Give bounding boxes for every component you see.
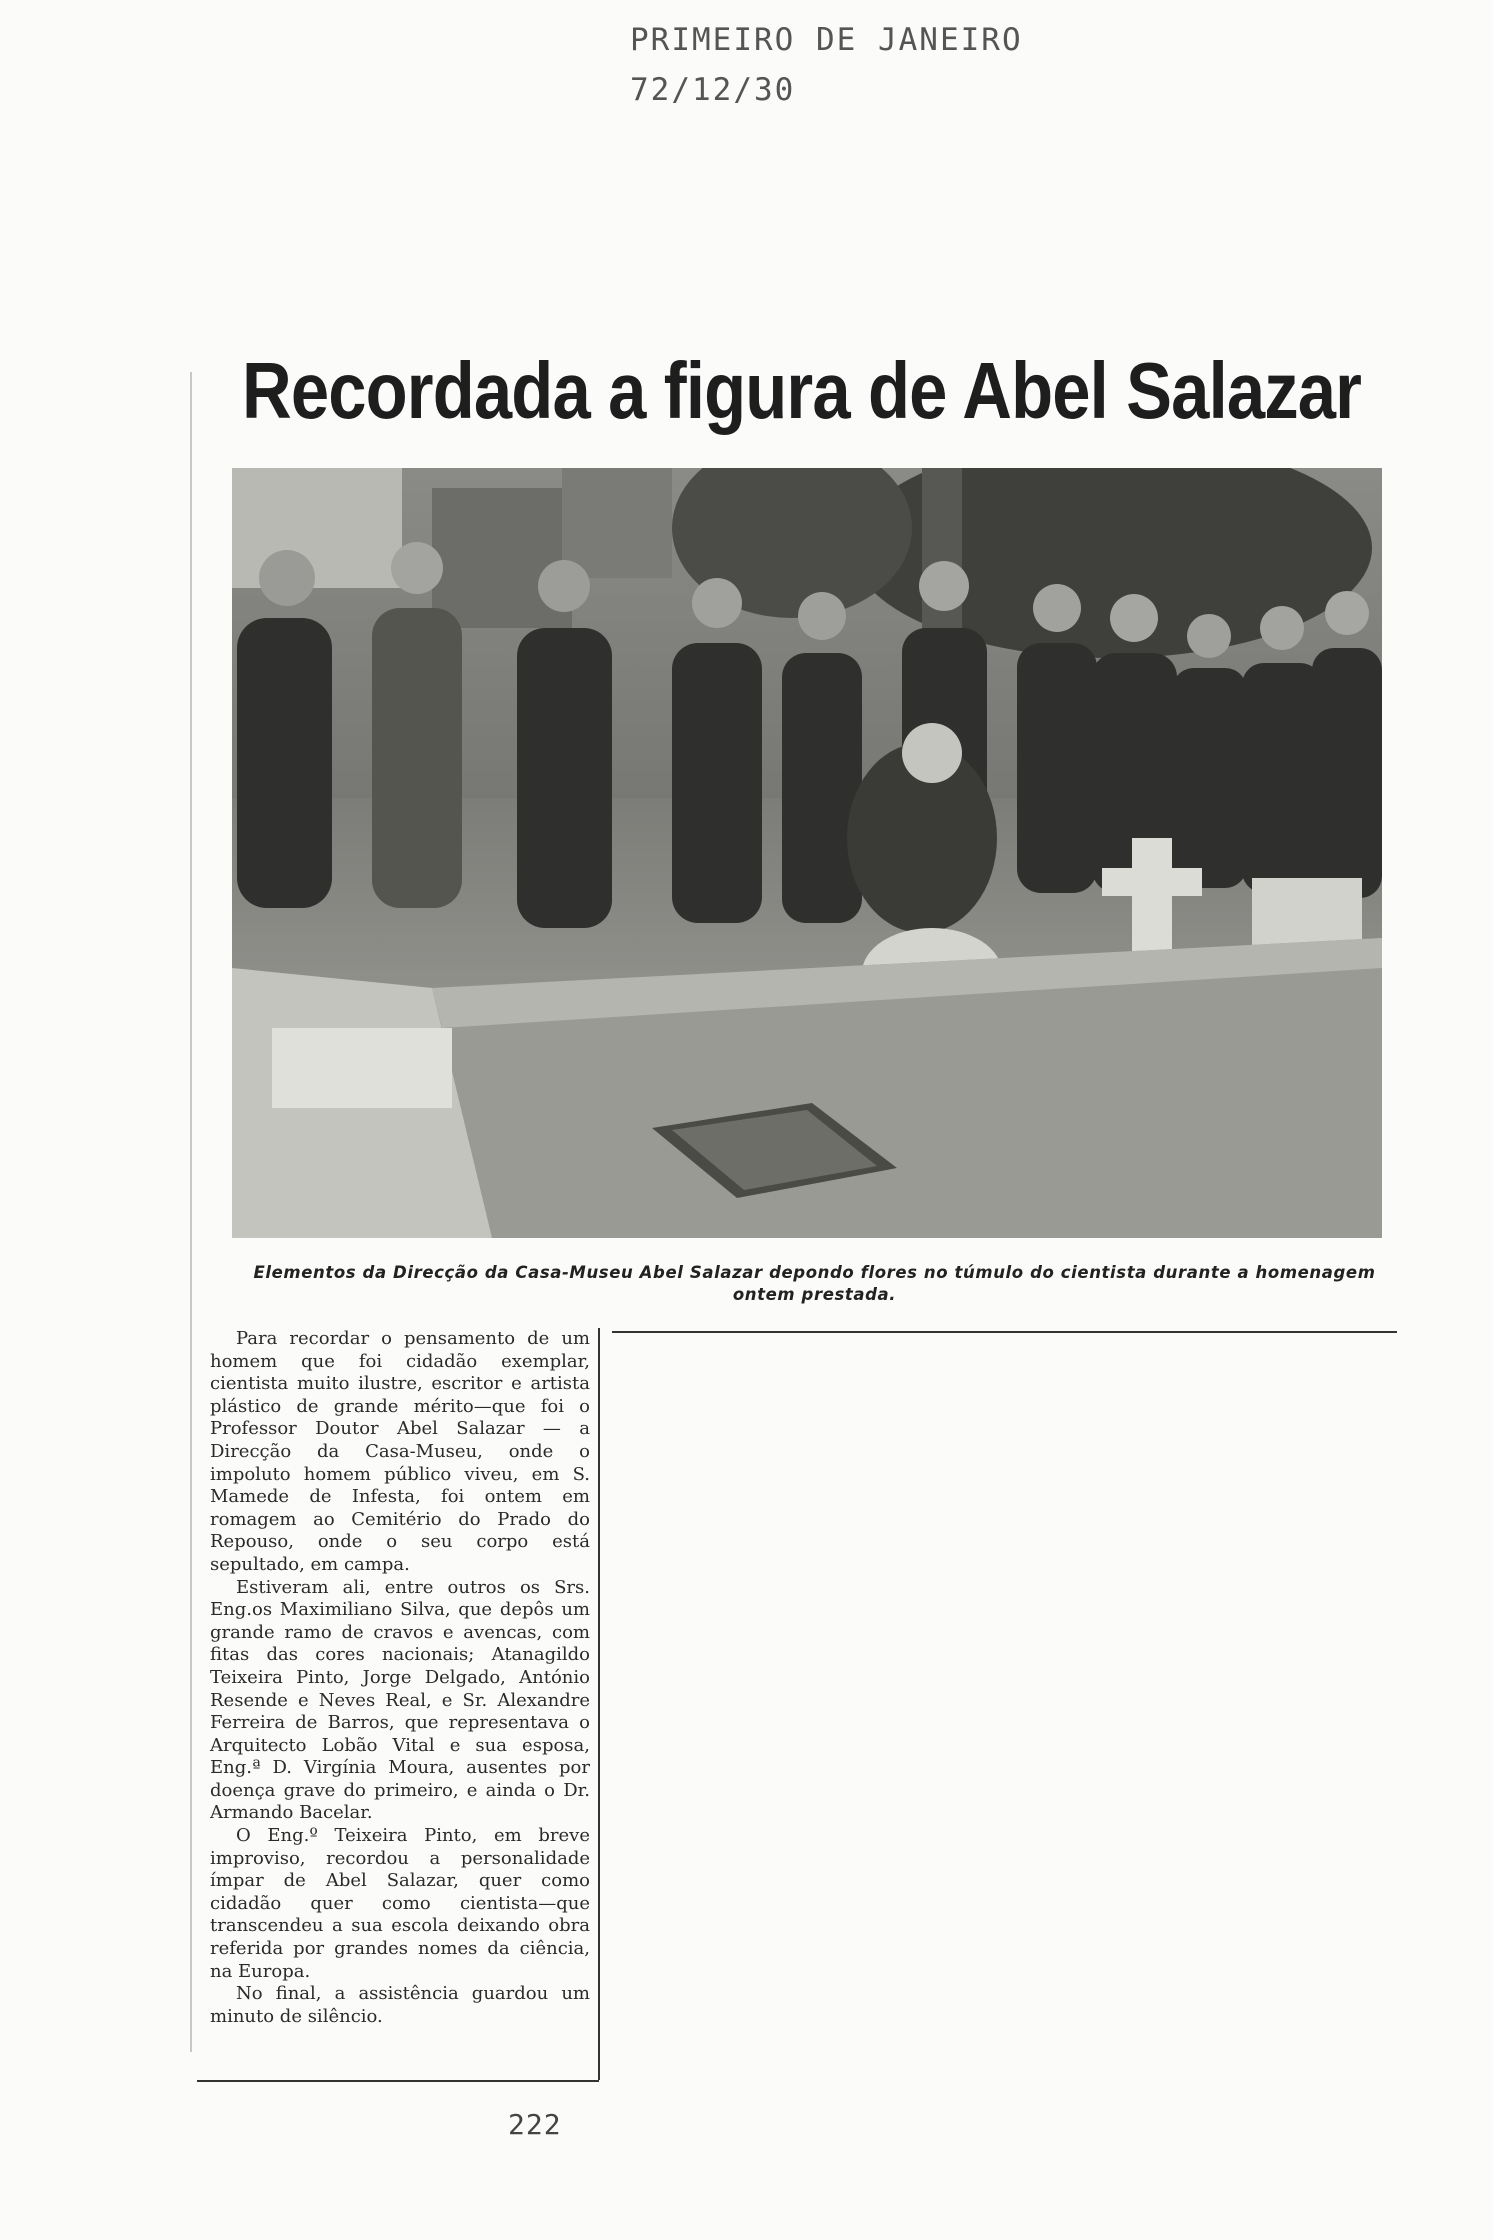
clipping-edge bbox=[190, 372, 192, 2052]
date-stamp: 72/12/30 bbox=[630, 72, 796, 108]
body-paragraph: No final, a assistência guardou um minuto de silêncio. bbox=[210, 1983, 590, 2027]
headline: Recordada a figura de Abel Salazar bbox=[242, 346, 1362, 435]
news-photograph bbox=[232, 468, 1382, 1238]
caption-line: Elementos da Direcção da Casa-Museu Abel Salazar depondo flores no túmulo do cientista durante a homenagem bbox=[253, 1263, 1376, 1282]
bottom-rule bbox=[197, 2080, 599, 2082]
caption-line: ontem prestada. bbox=[732, 1285, 897, 1304]
body-paragraph: O Eng.º Teixeira Pinto, em breve improviso, recordou a personalidade ímpar de Abel Salazar, quer como cidadão quer como cientista—que transcendeu a sua escola deixando obra referida por grandes nomes da ciência, na Europa. bbox=[210, 1825, 590, 1982]
article-body bbox=[210, 1328, 590, 2028]
page-number: 222 bbox=[508, 2108, 562, 2141]
source-stamp: PRIMEIRO DE JANEIRO bbox=[630, 22, 1023, 58]
body-paragraph: Para recordar o pensamento de um homem que foi cidadão exemplar, cientista muito ilustre, escritor e artista plástico de grande mérito—que foi o Professor Doutor Abel Salazar — a Direcção da Casa-Museu, onde o impoluto homem público viveu, em S. Mamede de Infesta, foi ontem em romagem ao Cemitério do Prado do Repouso, onde o seu corpo está sepultado, em campa. bbox=[210, 1328, 590, 1575]
body-paragraph: Estiveram ali, entre outros os Srs. Eng.os Maximiliano Silva, que depôs um grande ramo de cravos e avencas, com fitas das cores nacionais; Atanagildo Teixeira Pinto, Jorge Delgado, António Resende e Neves Real, e Sr. Alexandre Ferreira de Barros, que representava o Arquitecto Lobão Vital e sua esposa, Eng.ª D. Virgínia Moura, ausentes por doença grave do primeiro, e ainda o Dr. Armando Bacelar. bbox=[210, 1576, 590, 1824]
column-rule bbox=[598, 1328, 600, 2080]
horizontal-rule bbox=[612, 1331, 1397, 1333]
photo-caption bbox=[232, 1262, 1397, 1306]
